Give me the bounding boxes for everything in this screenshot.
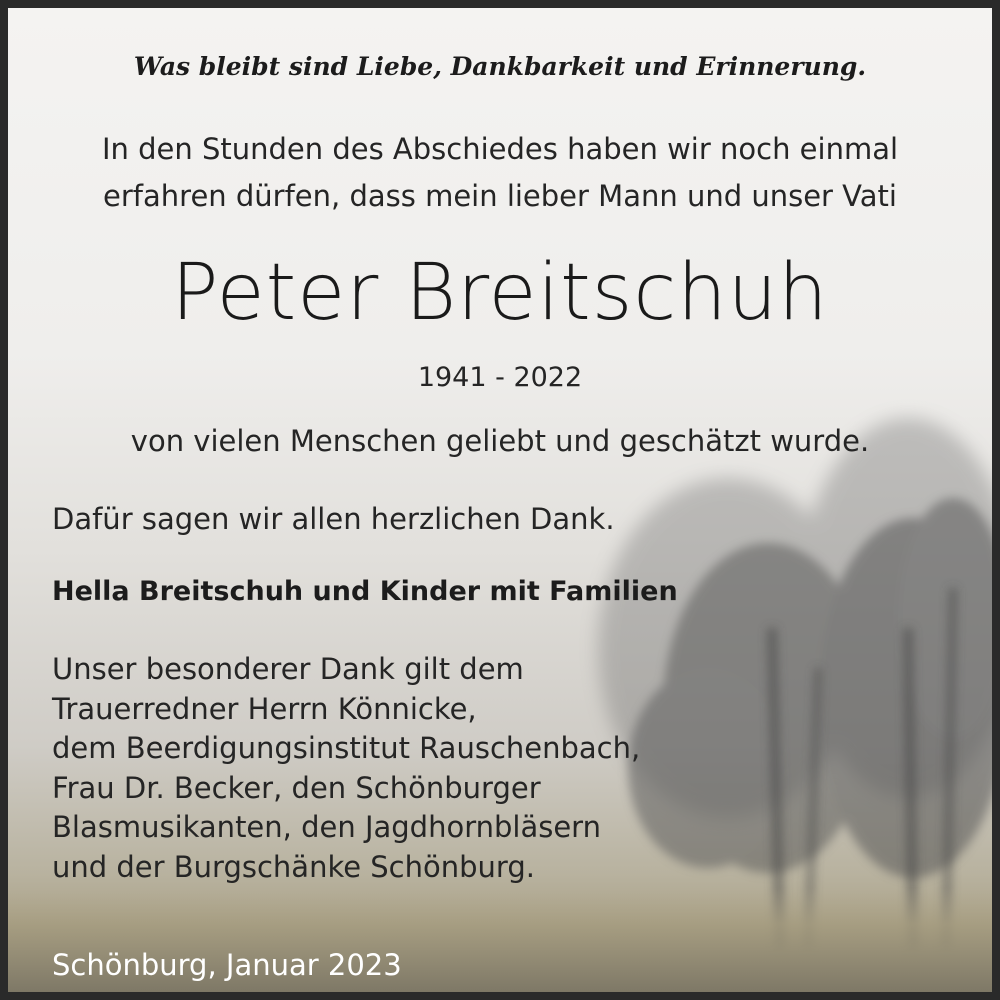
- intro-line: erfahren dürfen, dass mein lieber Mann und unser Vati: [103, 179, 897, 213]
- intro-line: In den Stunden des Abschiedes haben wir noch einmal: [101, 132, 899, 166]
- special-thanks-line: dem Beerdigungsinstitut Rauschenbach,: [52, 731, 641, 766]
- special-thanks-line: Frau Dr. Becker, den Schönburger: [52, 770, 541, 805]
- motto-heading: Was bleibt sind Liebe, Dankbarkeit und Erinnerung.: [133, 52, 867, 81]
- intro-text: [8, 126, 992, 220]
- loved-line: von vielen Menschen geliebt und geschätzt wurde.: [130, 424, 870, 458]
- special-thanks-line: und der Burgschänke Schönburg.: [52, 849, 535, 884]
- thanks-line: Dafür sagen wir allen herzlichen Dank.: [52, 502, 615, 536]
- special-thanks-line: Blasmusikanten, den Jagdhornbläsern: [52, 810, 601, 845]
- life-dates: 1941 - 2022: [417, 362, 583, 393]
- place-date: Schönburg, Januar 2023: [52, 948, 402, 982]
- special-thanks: [52, 650, 640, 888]
- special-thanks-line: Trauerredner Herrn Könnicke,: [52, 691, 477, 726]
- family-signature: Hella Breitschuh und Kinder mit Familien: [52, 576, 678, 607]
- deceased-name: Peter Breitschuh: [171, 248, 829, 338]
- special-thanks-line: Unser besonderer Dank gilt dem: [52, 652, 524, 686]
